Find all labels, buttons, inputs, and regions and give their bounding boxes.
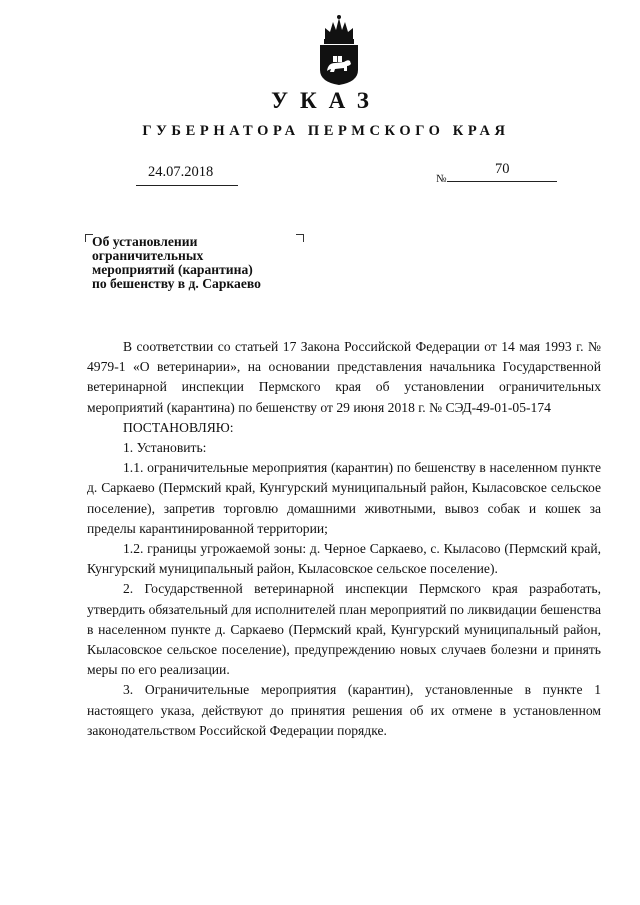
document-subject bbox=[92, 235, 312, 291]
clause-1-2: 1.2. границы угрожаемой зоны: д. Черное Саркаево, с. Кыласово (Пермский край, Кунгурский муниципальный район, Кыласовское сельское поселение). bbox=[87, 541, 601, 577]
number-sign: № bbox=[436, 173, 447, 185]
clause-2: 2. Государственной ветеринарной инспекции Пермского края разработать, утвердить обязательный для исполнителей план мероприятий по ликвидации бешенства в населенном пункте д. Саркаево (Пермский край, Кунгурский муниципальный район, Кыласовское сельское поселение), предупреждению новых случаев болезни и принять меры по его реализации. bbox=[87, 581, 601, 678]
decree-word: ПОСТАНОВЛЯЮ: bbox=[123, 419, 234, 435]
document-date: 24.07.2018 bbox=[148, 164, 214, 180]
clause-3: 3. Ограничительные мероприятия (карантин), установленные в пункте 1 настоящего указа, действуют до принятия решения об их отмене в установленном законодательством Российской Федерации порядке. bbox=[87, 682, 601, 738]
clause-1: 1. Установить: bbox=[123, 440, 207, 456]
document-body bbox=[87, 337, 601, 741]
document-number: 70 bbox=[495, 161, 510, 177]
number-underline bbox=[447, 181, 557, 182]
preamble-paragraph: В соответствии со статьей 17 Закона Российской Федерации от 14 мая 1993 г. № 4979-1 «О ветеринарии», на основании представления начальника Государственной ветеринарной инспекции Пермского края об установлении ограничительных мероприятий (карантина) по бешенству от 29 июня 2018 г. № СЭД-49-01-05-174 bbox=[87, 339, 601, 415]
coat-of-arms-icon bbox=[316, 14, 362, 86]
subject-line: ограничительных bbox=[92, 248, 204, 263]
clause-1-1: 1.1. ограничительные мероприятия (карантин) по бешенству в населенном пункте д. Саркаево (Пермский край, Кунгурский муниципальный район, Кыласовское сельское поселение), запретив торговлю домашними животными, вывоз собак и кошек за пределы карантинированной территории; bbox=[87, 460, 601, 536]
document-issuer: ГУБЕРНАТОРА ПЕРМСКОГО КРАЯ bbox=[142, 123, 510, 139]
subject-line: Об установлении bbox=[92, 234, 198, 249]
date-underline bbox=[136, 185, 238, 186]
document-title: УКАЗ bbox=[271, 88, 381, 113]
subject-line: по бешенству в д. Саркаево bbox=[92, 276, 261, 291]
subject-line: мероприятий (карантина) bbox=[92, 262, 253, 277]
